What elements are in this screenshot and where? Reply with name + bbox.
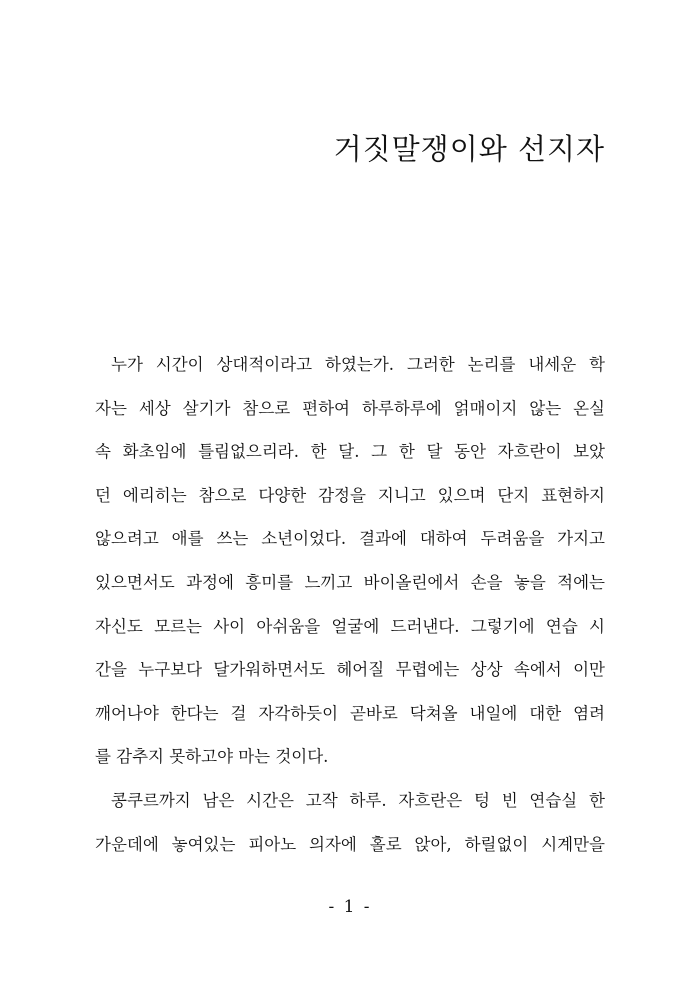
text-line: 속 화초임에 틀림없으리라. 한 달. 그 한 달 동안 자흐란이 보았 xyxy=(95,442,605,462)
body-text xyxy=(95,343,605,866)
page-number: - 1 - xyxy=(328,897,372,917)
text-line: 자는 세상 살기가 참으로 편하여 하루하루에 얽매이지 않는 온실 xyxy=(95,398,605,418)
text-line: 자신도 모르는 사이 아쉬움을 얼굴에 드러낸다. 그렇기에 연습 시 xyxy=(95,616,605,636)
page-title: 거짓말쟁이와 선지자 xyxy=(333,132,605,167)
text-line: 던 에리히는 참으로 다양한 감정을 지니고 있으며 단지 표현하지 xyxy=(95,485,605,505)
text-line: 누가 시간이 상대적이라고 하였는가. 그러한 논리를 내세운 학 xyxy=(111,355,605,374)
text-line: 있으면서도 과정에 흥미를 느끼고 바이올린에서 손을 놓을 적에는 xyxy=(95,572,605,592)
text-line: 콩쿠르까지 남은 시간은 고작 하루. 자흐란은 텅 빈 연습실 한 xyxy=(111,790,605,810)
text-line: 간을 누구보다 달가워하면서도 헤어질 무렵에는 상상 속에서 이만 xyxy=(95,660,605,680)
text-line: 않으려고 애를 쓰는 소년이었다. 결과에 대하여 두려움을 가지고 xyxy=(95,529,605,549)
text-line: 깨어나야 한다는 걸 자각하듯이 곧바로 닥쳐올 내일에 대한 염려 xyxy=(95,703,605,723)
text-line: 를 감추지 못하고야 마는 것이다. xyxy=(95,747,329,767)
text-line: 가운데에 놓여있는 피아노 의자에 홀로 앉아, 하릴없이 시계만을 xyxy=(95,834,605,854)
